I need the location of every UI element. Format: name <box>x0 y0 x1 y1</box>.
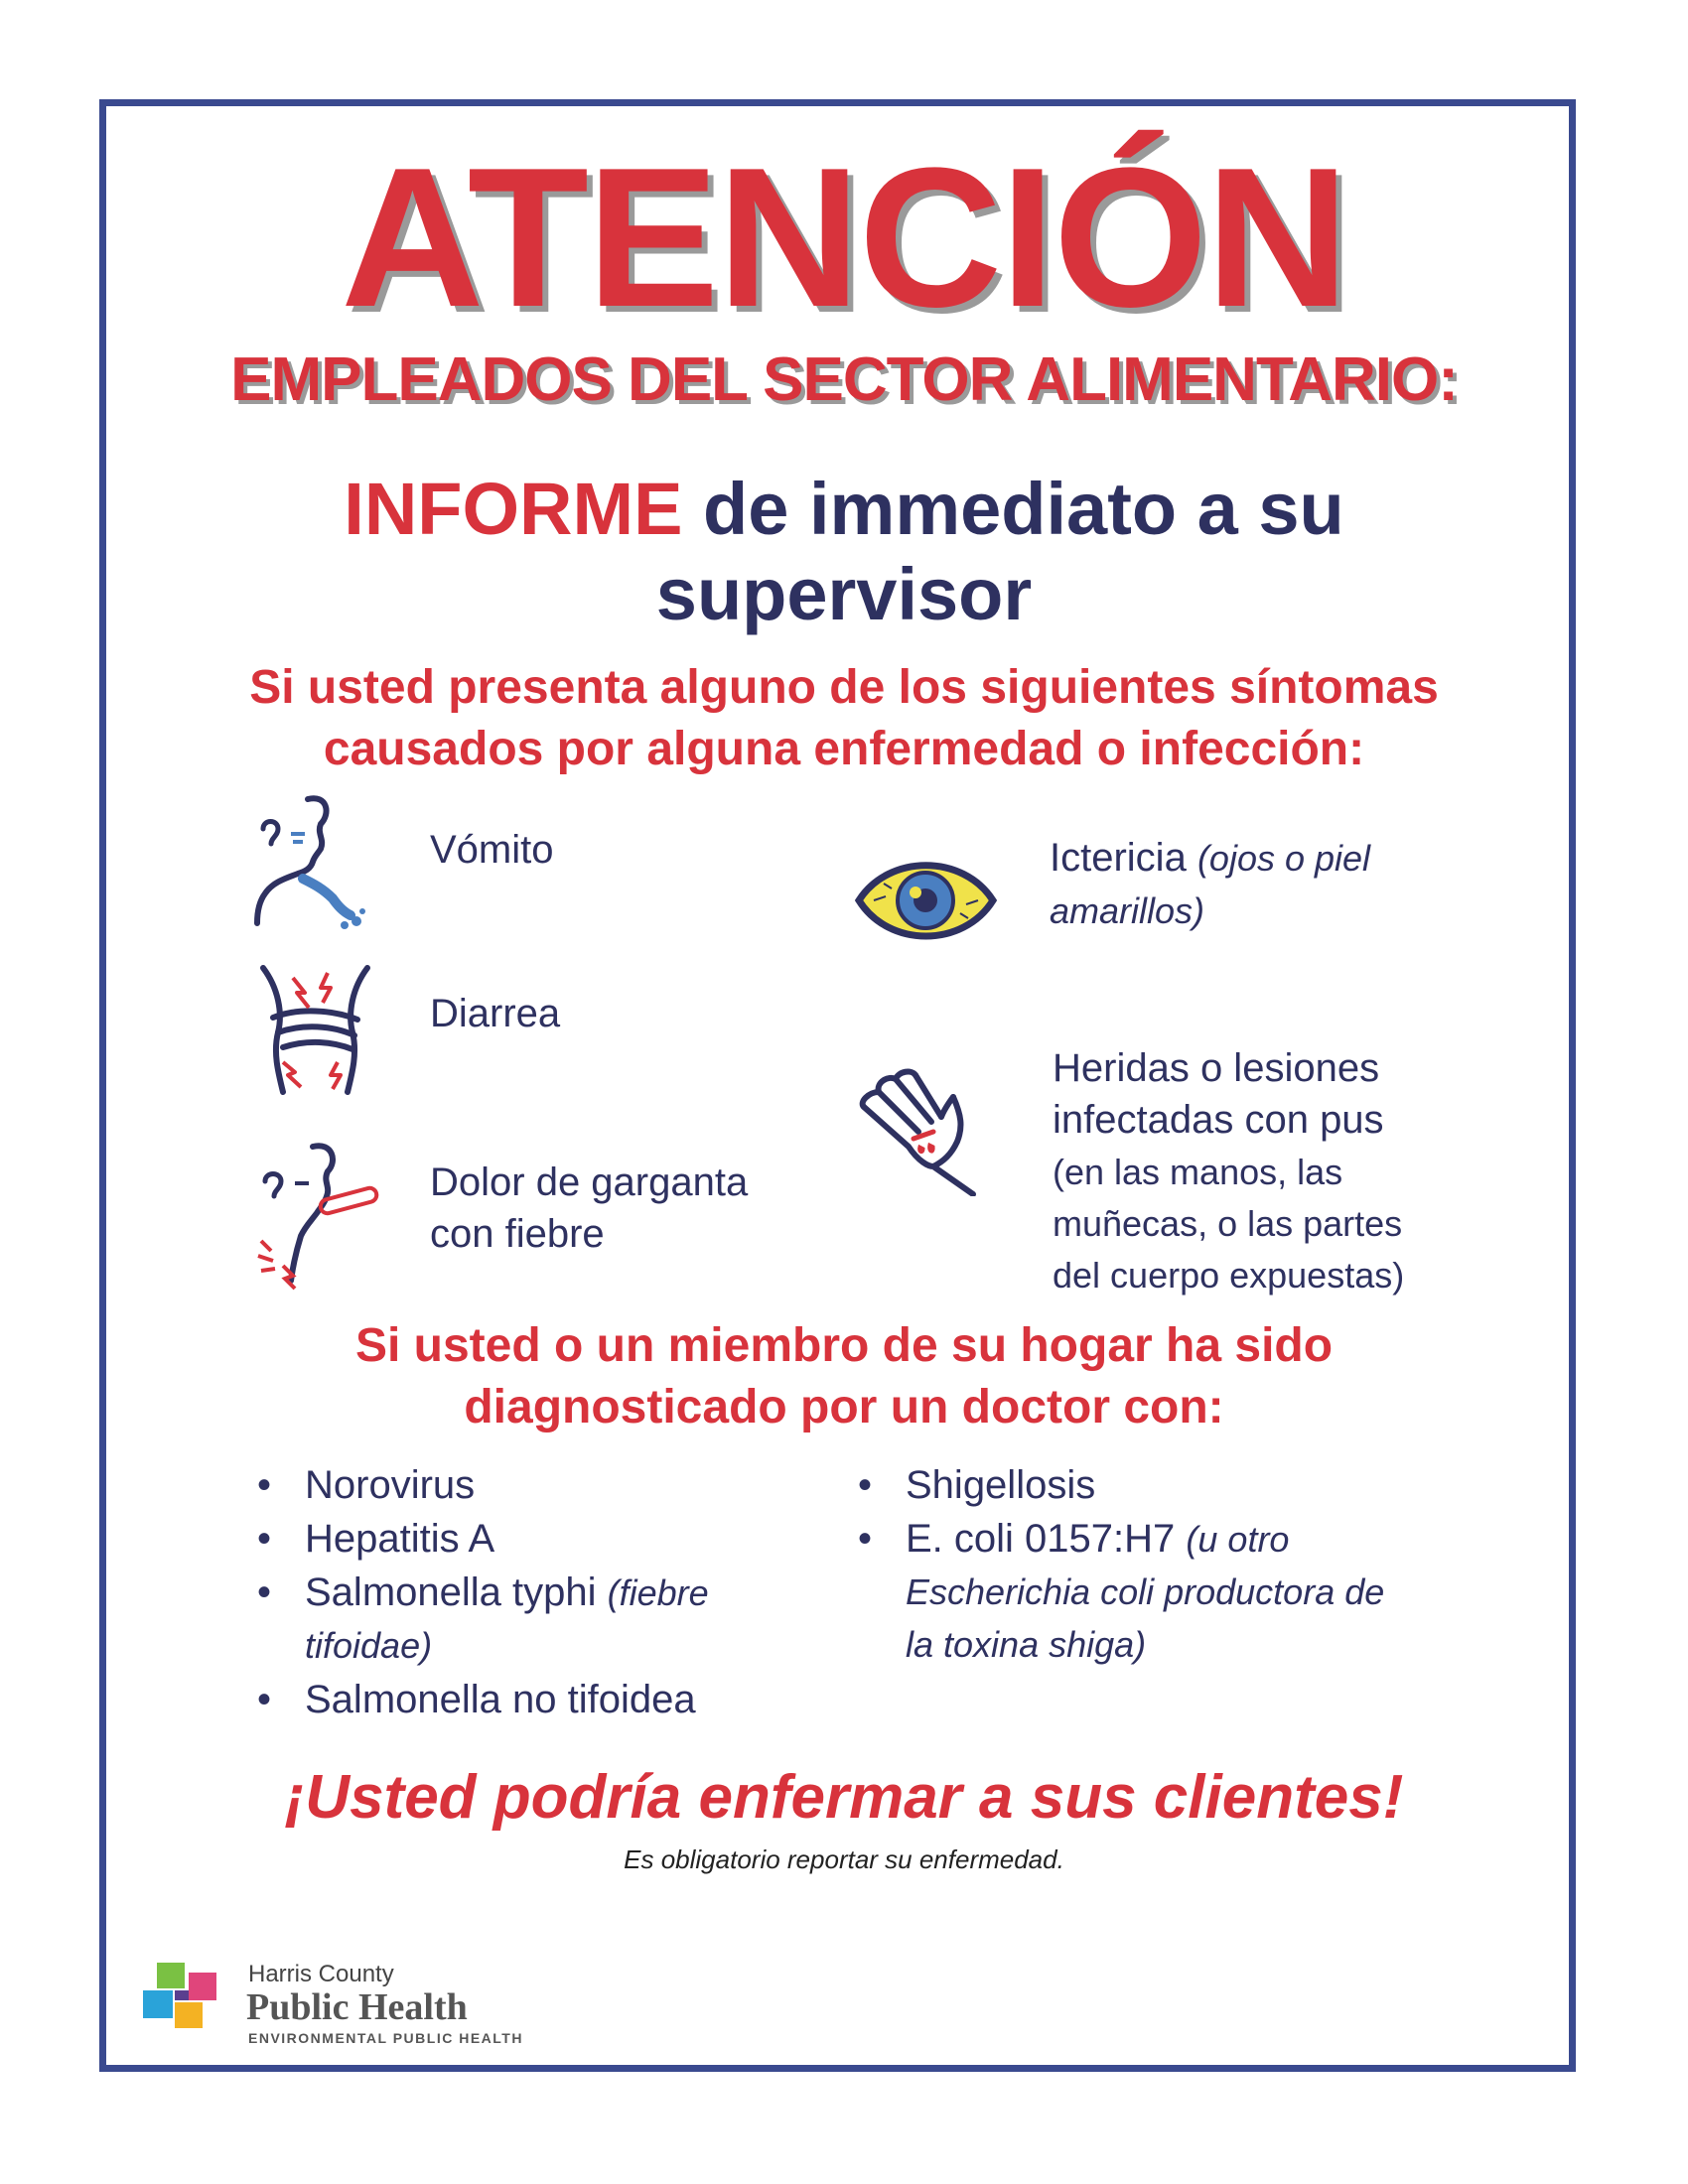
org-name-line2: Public Health <box>246 1986 468 2028</box>
yellow-eye-icon <box>854 849 998 953</box>
wounds-line1: Heridas o lesiones <box>1053 1046 1380 1090</box>
salmonella-typhi-note-a: (fiebre <box>607 1572 709 1613</box>
page-subtitle: EMPLEADOS DEL SECTOR ALIMENTARIO: <box>230 345 1458 414</box>
diagnosed-intro <box>0 1315 1688 1438</box>
list-item <box>253 1567 809 1672</box>
e-coli-note-c: la toxina shiga) <box>906 1624 1147 1665</box>
report-highlight: INFORME <box>344 468 683 550</box>
sore-throat-icon <box>253 1142 382 1291</box>
org-name-line3: ENVIRONMENTAL PUBLIC HEALTH <box>248 2030 523 2046</box>
sore-throat-line2: con fiebre <box>430 1212 605 1256</box>
report-line2: supervisor <box>655 553 1033 635</box>
diagnosis-salmonella-no-tifoidea: Salmonella no tifoidea <box>305 1678 696 1721</box>
report-line1-rest: de immediato a su <box>682 468 1344 550</box>
symptoms-intro-line1: Si usted presenta alguno de los siguientes síntomas <box>249 661 1439 714</box>
stomach-pain-icon <box>253 958 377 1097</box>
symptom-sore-throat <box>430 1157 748 1260</box>
mandatory-report-note: Es obligatorio reportar su enfermedad. <box>624 1844 1064 1874</box>
e-coli-note-a: (u otro <box>1186 1519 1290 1560</box>
list-item <box>253 1513 809 1565</box>
list-item <box>253 1459 809 1511</box>
wounds-note-line1: (en las manos, las <box>1053 1152 1343 1192</box>
injured-hand-icon <box>854 1067 998 1196</box>
diagnosis-hepatitis-a: Hepatitis A <box>305 1517 495 1561</box>
wounds-note-line2: muñecas, o las partes <box>1053 1203 1403 1244</box>
wounds-line2: infectadas con pus <box>1053 1098 1384 1142</box>
diagnosed-intro-line2: diagnosticado por un doctor con: <box>464 1381 1224 1433</box>
symptoms-intro-line2: causados por alguna enfermedad o infección: <box>323 723 1365 775</box>
customer-warning: ¡Usted podría enfermar a sus clientes! <box>284 1763 1404 1832</box>
jaundice-label: Ictericia <box>1050 836 1187 880</box>
symptoms-intro <box>0 657 1688 780</box>
symptom-jaundice <box>1050 832 1370 937</box>
diagnosis-norovirus: Norovirus <box>305 1463 476 1507</box>
wounds-note-line3: del cuerpo expuestas) <box>1053 1255 1405 1296</box>
jaundice-note-line1: (ojos o piel <box>1196 838 1371 879</box>
vomit-icon <box>253 794 372 933</box>
e-coli-note-b: Escherichia coli productora de <box>906 1571 1385 1612</box>
harris-county-logo-icon <box>141 1961 230 2040</box>
symptom-vomit: Vómito <box>430 828 554 872</box>
sore-throat-line1: Dolor de garganta <box>430 1160 749 1204</box>
diagnosis-salmonella-typhi: Salmonella typhi <box>305 1570 597 1614</box>
diagnosis-list-right <box>854 1459 1410 1673</box>
diagnosed-intro-line1: Si usted o un miembro de su hogar ha sido <box>354 1319 1334 1372</box>
diagnosis-e-coli: E. coli 0157:H7 <box>906 1517 1176 1561</box>
diagnosis-shigellosis: Shigellosis <box>906 1463 1096 1507</box>
list-item <box>253 1674 809 1725</box>
list-item <box>854 1513 1410 1671</box>
symptom-diarrhea: Diarrea <box>430 992 561 1035</box>
list-item <box>854 1459 1410 1511</box>
diagnosis-list-left <box>253 1459 809 1727</box>
report-instruction <box>0 467 1688 637</box>
jaundice-note-line2: amarillos) <box>1050 890 1205 931</box>
org-name-line1: Harris County <box>248 1961 394 1987</box>
page-title: ATENCIÓN <box>341 127 1347 348</box>
salmonella-typhi-note-b: tifoidae) <box>305 1625 433 1666</box>
symptom-wounds <box>1053 1042 1404 1300</box>
